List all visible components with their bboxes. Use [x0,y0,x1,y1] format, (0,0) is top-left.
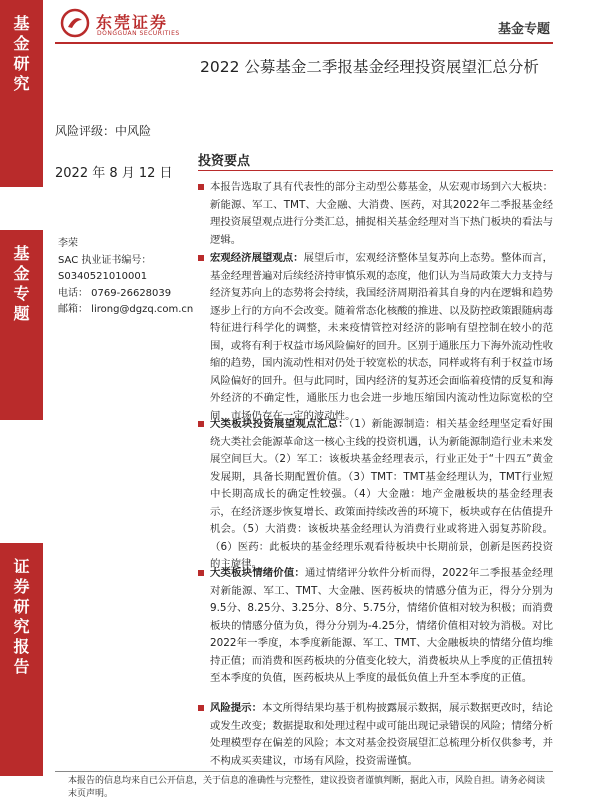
square-bullet-icon [198,705,204,711]
analyst-cert-label: SAC 执业证书编号： [58,254,152,266]
analyst-phone: 电话： 0769-26628039 [58,287,172,299]
company-logo [60,8,210,42]
side-char: 基 [13,14,30,33]
side-char: 题 [13,304,30,323]
side-char: 金 [13,34,30,53]
header-tag: 基金专题 [497,22,550,37]
sector-sentiment-paragraph [210,565,553,688]
paragraph-text: 展望后市，宏观经济整体呈复苏向上态势。整体而言，基金经理普遍对后续经济持审慎乐观的态度，他们认为当局政策大力支持与经济复苏向上的态势将会持续，我国经济周期沿着其自身的内在逻辑和趋势逐步上行的方向不会改变。随着常态化核酸的推进、以及防控政策跟随病毒特征进行科学化的调整，未来疫情管控对经济的影响有望控制在较小的范围，或将有利于权益市场风险偏好的回升。区别于通胀压力下海外流动性收缩的趋势，国内流动性相对仍处于较宽松的状态，同样或将有利于权益市场风险偏好的回升。但与此同时，国内经济的复苏还会面临着疫情的反复和海外经济的不确定性，通胀压力也会进一步地压缩国内流动性边际宽松的空间，市场仍存在一定的波动性。 [210,252,553,422]
paragraph-text: （1）新能源制造：相关基金经理坚定看好围绕大类社会能源革命这一核心主线的投资机遇，认为新能源制造行业未来发展空间巨大。（2）军工：该板块基金经理表示，行业正处于“十四五”黄金发展期，具备长期配置价值。（3）TMT：TMT基金经理认为，TMT行业短中长期高成长的确定性较强。（4）大金融：地产金融板块的基金经理表示，在经济逐步恢复增长、政策面持续改善的环境下，板块或存在估值提升机会。（5）大消费：该板块基金经理认为消费行业或将进入弱复苏阶段。（6）医药：此板块的基金经理乐观看待板块中长期前景，创新是医药投资的主旋律。 [210,418,553,570]
summary-paragraph [210,179,553,249]
side-char: 券 [13,577,30,596]
side-char: 究 [13,617,30,636]
analyst-cert-number: S0340521010001 [58,271,148,282]
side-char: 研 [13,54,30,73]
side-tab-fund-research [0,0,43,187]
logo-mark-icon [60,8,90,38]
analyst-info [58,236,198,319]
side-char: 告 [13,657,30,676]
report-title: 2022 公募基金二季报基金经理投资展望汇总分析 [200,58,539,76]
footer-disclaimer: 本报告的信息均来自已公开信息，关于信息的准确性与完整性，建议投资者谨慎判断，据此入市，风险自担。请务必阅读末页声明。 [68,776,546,799]
footer-divider [55,771,553,772]
square-bullet-icon [198,570,204,576]
paragraph-lead: 大类板块投资展望观点汇总： [210,418,349,430]
side-char: 研 [13,597,30,616]
side-char: 报 [13,637,30,656]
paragraph-text: 本文所得结果均基于机构披露展示数据，展示数据更改时，结论或发生改变；数据提取和处理过程中或可能出现记录错误的风险；情绪分析处理模型存在偏差的风险；本文对基金投资展望汇总梳理分析仅供参考，并不构成买卖建议，市场有风险，投资需谨慎。 [210,702,554,767]
side-char: 专 [13,284,30,303]
side-column [0,0,43,800]
paragraph-lead: 风险提示： [210,702,262,714]
sector-outlook-paragraph [210,416,553,574]
side-tab-securities-report [0,543,43,776]
square-bullet-icon [198,184,204,190]
section-heading: 投资要点 [198,154,251,169]
square-bullet-icon [198,255,204,261]
risk-warning-paragraph [210,700,553,770]
logo-text-cn: 东莞证券 [96,13,169,32]
paragraph-lead: 大类板块情绪价值： [210,567,305,579]
side-tab-fund-topic [0,230,43,420]
paragraph-text: 通过情绪评分软件分析而得，2022年二季报基金经理对新能源、军工、TMT、大金融、医药板块的情感分值为正，得分分别为9.5分、8.25分、3.25分、8分、5.75分，情绪价值相对较为积极；而消费板块的情感分值为负，得分分别为-4.25分，情绪价值相对较为消极。对比2022年一季度，本季度新能源、军工、TMT、大金融板块的情绪分值均维持正值；而消费和医药板块的分值变化较大，消费板块从上季度的正值扭转至本季度的负值，医药板块从上季度的最低负值上升至本季度的正值。 [210,567,553,684]
macro-outlook-paragraph [210,250,553,425]
square-bullet-icon [198,421,204,427]
side-char: 究 [13,74,30,93]
side-char: 基 [13,244,30,263]
analyst-email: 邮箱： lirong@dgzq.com.cn [58,304,194,315]
paragraph-text: 本报告选取了具有代表性的部分主动型公募基金，从宏观市场到六大板块：新能源、军工、TMT、大金融、大消费、医药，对其2022年二季报基金经理投资展望观点进行分类汇总，捕捉相关基金经理对当下热门板块的看法与逻辑。 [210,181,553,246]
analyst-name: 李荣 [58,238,78,249]
risk-rating: 风险评级：中风险 [55,124,152,138]
side-char: 证 [13,557,30,576]
section-divider [198,170,553,171]
side-char: 金 [13,264,30,283]
report-date: 2022 年 8 月 12 日 [55,166,173,181]
logo-text-en: DONGGUAN SECURITIES [97,30,180,37]
header-divider [55,42,553,44]
paragraph-lead: 宏观经济展望观点： [210,252,304,264]
